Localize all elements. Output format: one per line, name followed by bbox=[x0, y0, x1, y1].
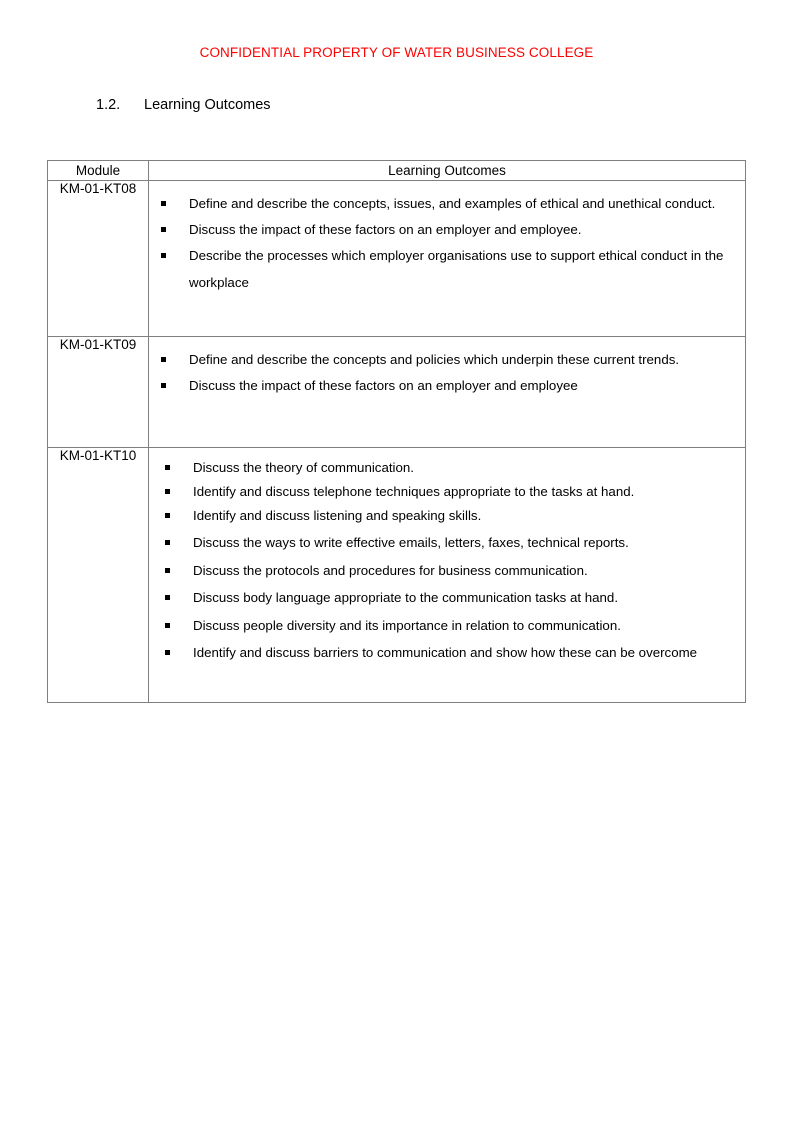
list-item bbox=[149, 217, 733, 243]
outcomes-cell bbox=[149, 181, 746, 337]
column-header-learning-outcomes: Learning Outcomes bbox=[149, 161, 746, 181]
square-bullet-icon bbox=[161, 383, 166, 388]
list-item-text: Discuss the impact of these factors on an employer and employee bbox=[189, 378, 578, 394]
table-row bbox=[48, 448, 746, 703]
section-number: 1.2. bbox=[96, 97, 121, 113]
module-code-cell: KM-01-KT08 bbox=[48, 181, 149, 337]
list-item-text: Discuss the impact of these factors on an employer and employee. bbox=[189, 222, 582, 238]
list-item-text: Identify and discuss listening and speaking skills. bbox=[193, 508, 482, 523]
list-item-text: Define and describe the concepts, issues, and examples of ethical and unethical conduct. bbox=[189, 196, 716, 211]
list-item bbox=[149, 347, 733, 373]
list-item-text: Discuss people diversity and its importance in relation to communication. bbox=[193, 617, 621, 633]
list-item bbox=[149, 191, 733, 217]
list-item-text: Identify and discuss telephone techniques appropriate to the tasks at hand. bbox=[193, 484, 635, 499]
list-item bbox=[153, 504, 733, 528]
list-item bbox=[153, 456, 733, 480]
outcomes-list bbox=[149, 181, 745, 296]
square-bullet-icon bbox=[161, 201, 166, 206]
list-item-text: Discuss the ways to write effective emails, letters, faxes, technical reports. bbox=[193, 535, 629, 551]
section-title: Learning Outcomes bbox=[144, 97, 271, 113]
list-item-text: Discuss the protocols and procedures for business communication. bbox=[193, 562, 588, 578]
square-bullet-icon bbox=[161, 253, 166, 258]
square-bullet-icon bbox=[165, 513, 170, 518]
outcomes-list bbox=[149, 337, 745, 399]
list-item bbox=[153, 641, 733, 665]
list-item bbox=[153, 480, 733, 504]
confidential-header: CONFIDENTIAL PROPERTY OF WATER BUSINESS COLLEGE bbox=[199, 45, 594, 60]
list-item bbox=[153, 586, 733, 610]
square-bullet-icon bbox=[165, 650, 170, 655]
list-item-text: Identify and discuss barriers to communication and show how these can be overcome bbox=[193, 644, 698, 660]
list-item-text: Define and describe the concepts and policies which underpin these current trends. bbox=[189, 352, 680, 367]
list-item bbox=[153, 531, 733, 555]
square-bullet-icon bbox=[161, 357, 166, 362]
list-item bbox=[153, 614, 733, 638]
outcomes-cell bbox=[149, 448, 746, 703]
square-bullet-icon bbox=[165, 568, 170, 573]
module-code-cell: KM-01-KT09 bbox=[48, 337, 149, 448]
square-bullet-icon bbox=[165, 540, 170, 545]
outcomes-list bbox=[149, 448, 745, 665]
list-item-text: Discuss the theory of communication. bbox=[193, 460, 414, 475]
square-bullet-icon bbox=[165, 465, 170, 470]
table-header-row bbox=[48, 161, 746, 181]
page-title bbox=[96, 97, 271, 113]
list-item-text: Discuss body language appropriate to the communication tasks at hand. bbox=[193, 590, 619, 606]
square-bullet-icon bbox=[165, 623, 170, 628]
outcomes-cell bbox=[149, 337, 746, 448]
square-bullet-icon bbox=[165, 595, 170, 600]
list-item bbox=[149, 373, 733, 399]
learning-outcomes-table bbox=[47, 160, 746, 703]
list-item bbox=[149, 243, 733, 295]
square-bullet-icon bbox=[161, 227, 166, 232]
table-row bbox=[48, 337, 746, 448]
column-header-module: Module bbox=[48, 161, 149, 181]
square-bullet-icon bbox=[165, 489, 170, 494]
list-item-text: Describe the processes which employer organisations use to support ethical conduct in the workplace bbox=[189, 248, 724, 290]
module-code-cell: KM-01-KT10 bbox=[48, 448, 149, 703]
list-item bbox=[153, 559, 733, 583]
table-row bbox=[48, 181, 746, 337]
